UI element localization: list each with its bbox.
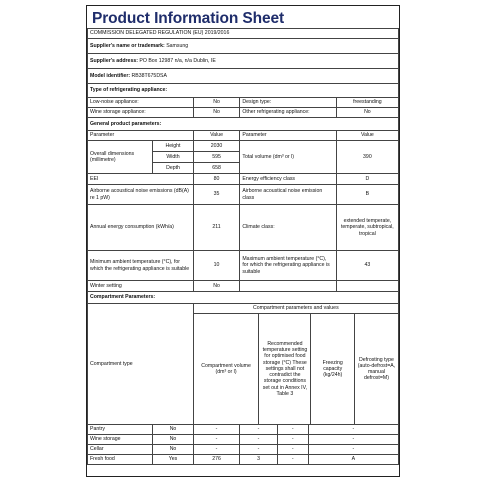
winter-setting-label: Winter setting [88, 281, 194, 292]
total-volume-label: Total volume (dm³ or l) [240, 141, 336, 174]
compartment-type-header: Compartment type [88, 304, 194, 425]
model-value: RB38T675DSA [131, 72, 167, 79]
energy-class-label: Energy efficiency class [240, 174, 336, 185]
compartment-freezing: - [277, 455, 308, 465]
compartment-header: Compartment Parameters: [88, 292, 399, 304]
compartment-name: Cellar [88, 445, 153, 455]
compartment-volume: - [193, 445, 240, 455]
compartment-present: Yes [153, 455, 193, 465]
winter-blank-value [336, 281, 398, 292]
volume-header: Compartment volume (dm³ or l) [194, 314, 259, 424]
freezing-header: Freezing capacity (kg/24h) [311, 314, 355, 424]
compartment-defrost: - [308, 425, 398, 435]
winter-setting-value: No [193, 281, 240, 292]
sheet-title: Product Information Sheet [92, 10, 285, 27]
annual-energy-value: 211 [193, 205, 240, 251]
supplier-name-label: Supplier's name or trademark: [90, 42, 165, 49]
compartment-group-header: Compartment parameters and values [193, 304, 398, 314]
supplier-name-value: Samsung [166, 42, 189, 49]
model-label: Model identifier: [90, 72, 131, 79]
model-row [88, 69, 399, 84]
col-parameter-right: Parameter [240, 131, 336, 141]
compartment-name: Wine storage [88, 435, 153, 445]
max-temp-value: 43 [336, 251, 398, 281]
supplier-address-label: Supplier's address: [90, 57, 138, 64]
height-value: 2030 [193, 141, 240, 152]
temperature-header: Recommended temperature setting for optimised food storage (°C) These settings shall not contradict the storage conditions set out in Annex IV, Table 3 [259, 314, 311, 424]
compartment-present: No [153, 435, 193, 445]
regulation-line: COMMISSION DELEGATED REGULATION (EU) 2019/2016 [88, 29, 399, 39]
col-value-left: Value [193, 131, 240, 141]
compartment-defrost: - [308, 435, 398, 445]
supplier-address-row [88, 54, 399, 69]
noise-class-value: B [336, 185, 398, 205]
depth-value: 658 [193, 163, 240, 174]
product-information-sheet [86, 5, 400, 477]
eei-label: EEI [88, 174, 194, 185]
compartment-freezing: - [277, 425, 308, 435]
wine-storage-value: No [193, 108, 240, 118]
max-temp-label: Maximum ambient temperature (°C), for which the refrigerating appliance is suitable [240, 251, 336, 281]
min-temp-label: Minimum ambient temperature (°C), for which the refrigerating appliance is suitable [88, 251, 194, 281]
compartment-defrost: A [308, 455, 398, 465]
climate-class-label: Climate class: [240, 205, 336, 251]
eei-value: 80 [193, 174, 240, 185]
compartment-name: Fresh food [88, 455, 153, 465]
other-appliance-label: Other refrigerating appliance: [240, 108, 336, 118]
compartment-temp: - [240, 445, 277, 455]
appliance-type-header: Type of refrigerating appliance: [88, 84, 399, 98]
compartment-subheaders [193, 314, 398, 425]
compartment-volume: - [193, 425, 240, 435]
defrost-header: Defrosting type (auto-defrost=A, manual defrost=M) [354, 314, 398, 424]
noise-emissions-label: Airborne acoustical noise emissions (dB(A) re 1 pW) [88, 185, 194, 205]
compartment-freezing: - [277, 445, 308, 455]
climate-class-value: extended temperate, temperate, subtropical, tropical [336, 205, 398, 251]
compartment-present: No [153, 445, 193, 455]
compartment-temp: - [240, 435, 277, 445]
compartment-volume: - [193, 435, 240, 445]
supplier-name-row [88, 39, 399, 54]
info-table [87, 28, 399, 425]
design-type-value: freestanding [336, 98, 398, 108]
noise-class-label: Airborne acoustical noise emission class [240, 185, 336, 205]
col-parameter-left: Parameter [88, 131, 194, 141]
compartment-temp: 3 [240, 455, 277, 465]
low-noise-value: No [193, 98, 240, 108]
compartment-name: Pantry [88, 425, 153, 435]
dimensions-label: Overall dimensions (millimetre) [88, 141, 153, 174]
table-row [88, 455, 399, 465]
total-volume-value: 390 [336, 141, 398, 174]
compartment-freezing: - [277, 435, 308, 445]
width-value: 595 [193, 152, 240, 163]
design-type-label: Design type: [240, 98, 336, 108]
winter-blank-label [240, 281, 336, 292]
annual-energy-label: Annual energy consumption (kWh/a) [88, 205, 194, 251]
width-label: Width [153, 152, 193, 163]
col-value-right: Value [336, 131, 398, 141]
compartment-subheader-table [194, 314, 398, 424]
low-noise-label: Low-noise appliance: [88, 98, 194, 108]
table-row [88, 445, 399, 455]
depth-label: Depth [153, 163, 193, 174]
table-row [88, 425, 399, 435]
noise-emissions-value: 35 [193, 185, 240, 205]
other-appliance-value: No [336, 108, 398, 118]
compartment-present: No [153, 425, 193, 435]
compartment-volume: 276 [193, 455, 240, 465]
wine-storage-label: Wine storage appliance: [88, 108, 194, 118]
table-row [88, 435, 399, 445]
energy-class-value: D [336, 174, 398, 185]
compartment-defrost: - [308, 445, 398, 455]
general-header: General product parameters: [88, 118, 399, 131]
compartment-temp: - [240, 425, 277, 435]
compartment-rows-table [87, 424, 399, 465]
height-label: Height [153, 141, 193, 152]
min-temp-value: 10 [193, 251, 240, 281]
supplier-address-value: PO Box 12987 n/a, n/a Dublin, IE [139, 57, 216, 64]
